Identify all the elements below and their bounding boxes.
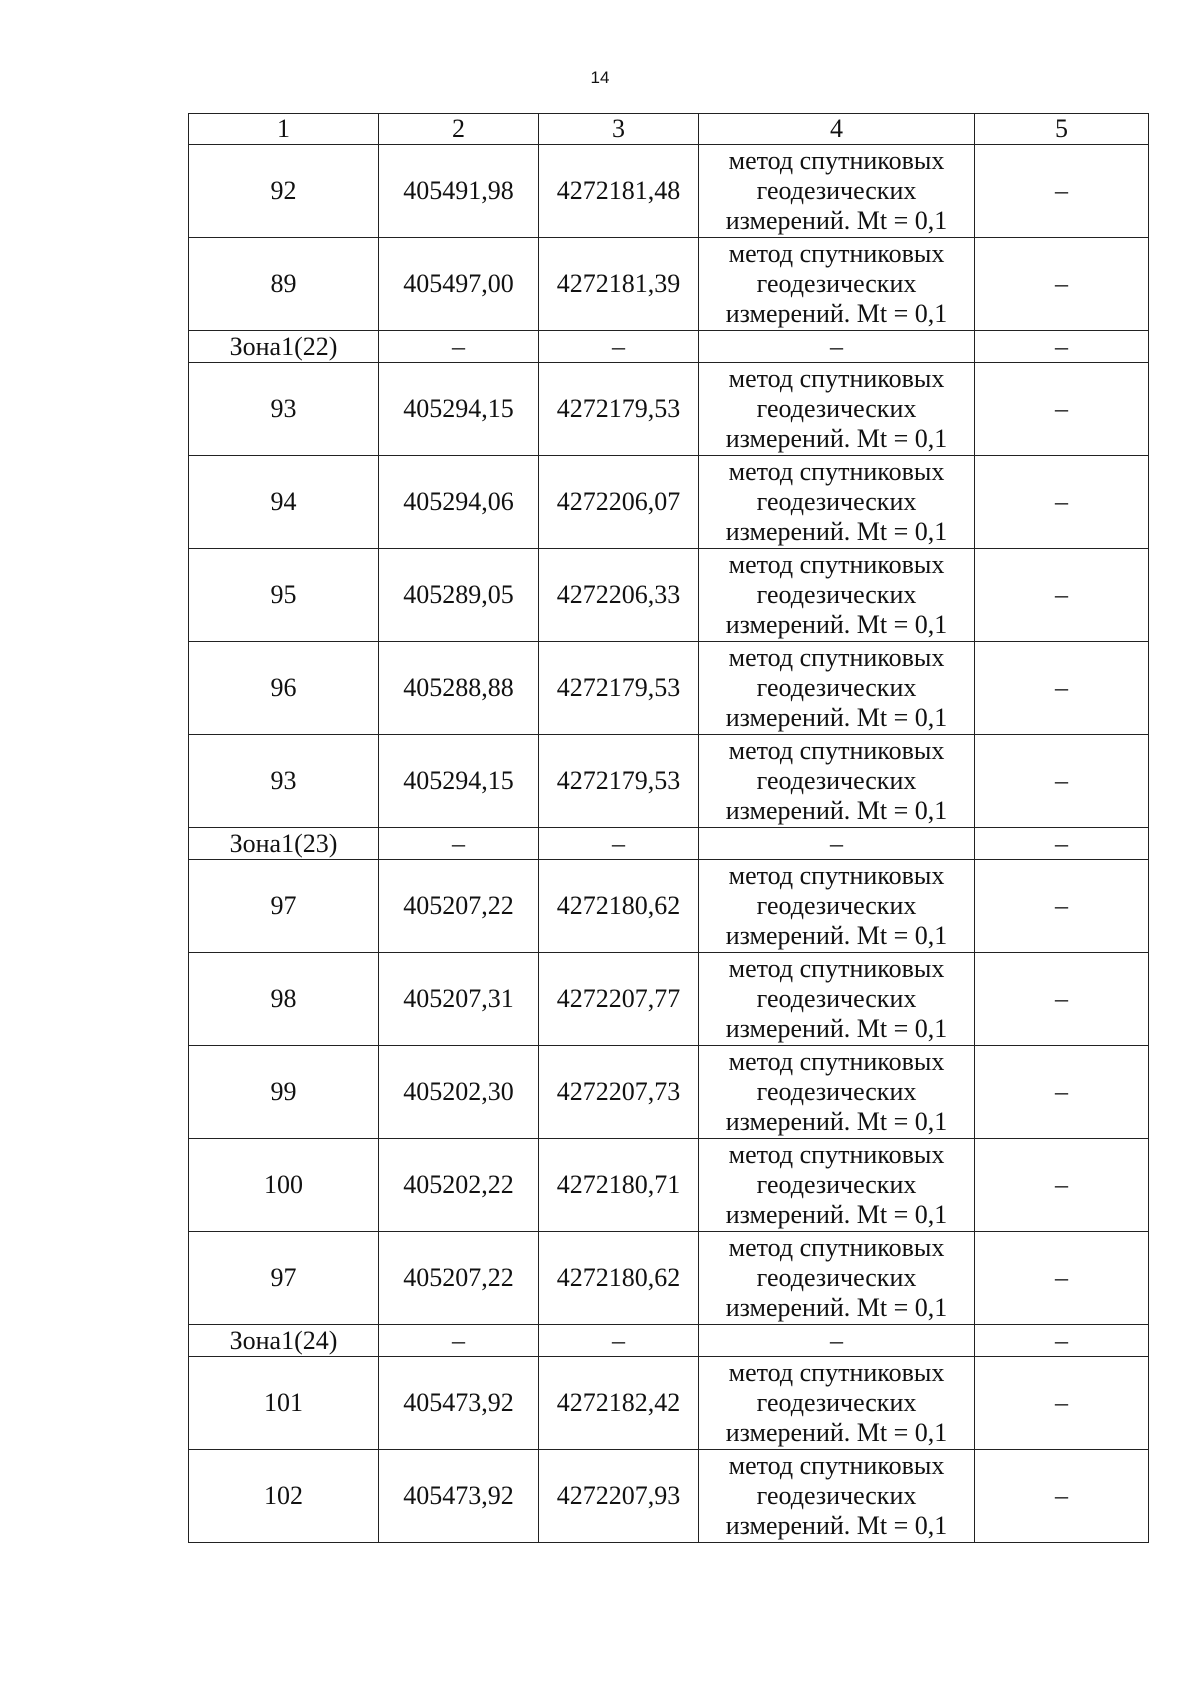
header-cell-5: 5 bbox=[975, 114, 1149, 145]
method-text-line: геодезических bbox=[756, 766, 917, 795]
table-row bbox=[189, 953, 1149, 1046]
coordinates-table bbox=[188, 113, 1149, 1543]
table-row bbox=[189, 1139, 1149, 1232]
y-coordinate-cell: 4272206,07 bbox=[539, 456, 699, 549]
method-cell bbox=[699, 642, 975, 735]
x-coordinate-cell: 405294,06 bbox=[379, 456, 539, 549]
y-coordinate-cell: 4272206,33 bbox=[539, 549, 699, 642]
y-coordinate-cell: 4272207,73 bbox=[539, 1046, 699, 1139]
method-text-line: метод спутниковых bbox=[728, 1047, 945, 1076]
method-text-line: геодезических bbox=[756, 891, 917, 920]
method-cell: – bbox=[699, 828, 975, 860]
table-row bbox=[189, 860, 1149, 953]
method-text-line: геодезических bbox=[756, 1481, 917, 1510]
y-coordinate-cell: – bbox=[539, 1325, 699, 1357]
description-cell: – bbox=[975, 331, 1149, 363]
method-text-line: измерений. Mt = 0,1 bbox=[725, 1200, 948, 1229]
table-row bbox=[189, 642, 1149, 735]
method-cell: – bbox=[699, 1325, 975, 1357]
x-coordinate-cell: 405207,22 bbox=[379, 860, 539, 953]
point-number-cell: 93 bbox=[189, 363, 379, 456]
method-text-line: измерений. Mt = 0,1 bbox=[725, 1014, 948, 1043]
method-cell bbox=[699, 1450, 975, 1543]
x-coordinate-cell: 405497,00 bbox=[379, 238, 539, 331]
point-number-cell: 89 bbox=[189, 238, 379, 331]
y-coordinate-cell: 4272181,48 bbox=[539, 145, 699, 238]
table-row bbox=[189, 1046, 1149, 1139]
method-text-line: измерений. Mt = 0,1 bbox=[725, 610, 948, 639]
description-cell: – bbox=[975, 953, 1149, 1046]
method-text-line: метод спутниковых bbox=[728, 643, 945, 672]
method-text-line: метод спутниковых bbox=[728, 457, 945, 486]
method-text-line: геодезических bbox=[756, 1170, 917, 1199]
x-coordinate-cell: 405294,15 bbox=[379, 363, 539, 456]
table-header-row bbox=[189, 114, 1149, 145]
table-row bbox=[189, 1450, 1149, 1543]
description-cell: – bbox=[975, 1450, 1149, 1543]
method-text-line: геодезических bbox=[756, 580, 917, 609]
point-number-cell: 97 bbox=[189, 1232, 379, 1325]
method-text-line: геодезических bbox=[756, 1077, 917, 1106]
y-coordinate-cell: 4272180,62 bbox=[539, 860, 699, 953]
method-text-line: измерений. Mt = 0,1 bbox=[725, 796, 948, 825]
zone-row bbox=[189, 1325, 1149, 1357]
method-text-line: измерений. Mt = 0,1 bbox=[725, 703, 948, 732]
x-coordinate-cell: – bbox=[379, 1325, 539, 1357]
description-cell: – bbox=[975, 1046, 1149, 1139]
description-cell: – bbox=[975, 456, 1149, 549]
method-text-line: измерений. Mt = 0,1 bbox=[725, 1511, 948, 1540]
point-number-cell: 100 bbox=[189, 1139, 379, 1232]
point-number-cell: 93 bbox=[189, 735, 379, 828]
page-number: 14 bbox=[590, 68, 610, 87]
point-number-cell: 95 bbox=[189, 549, 379, 642]
method-text-line: метод спутниковых bbox=[728, 861, 945, 890]
table-row bbox=[189, 145, 1149, 238]
x-coordinate-cell: 405288,88 bbox=[379, 642, 539, 735]
method-text-line: метод спутниковых bbox=[728, 1451, 945, 1480]
method-cell bbox=[699, 1139, 975, 1232]
method-cell bbox=[699, 953, 975, 1046]
y-coordinate-cell: 4272182,42 bbox=[539, 1357, 699, 1450]
method-text-line: измерений. Mt = 0,1 bbox=[725, 424, 948, 453]
point-number-cell: Зона1(23) bbox=[189, 828, 379, 860]
zone-row bbox=[189, 828, 1149, 860]
method-text-line: метод спутниковых bbox=[728, 954, 945, 983]
y-coordinate-cell: – bbox=[539, 828, 699, 860]
method-text-line: измерений. Mt = 0,1 bbox=[725, 299, 948, 328]
description-cell: – bbox=[975, 642, 1149, 735]
method-text-line: измерений. Mt = 0,1 bbox=[725, 1107, 948, 1136]
table-row bbox=[189, 363, 1149, 456]
point-number-cell: Зона1(24) bbox=[189, 1325, 379, 1357]
method-text-line: метод спутниковых bbox=[728, 1358, 945, 1387]
method-text-line: метод спутниковых bbox=[728, 1140, 945, 1169]
method-text-line: измерений. Mt = 0,1 bbox=[725, 1418, 948, 1447]
table-row bbox=[189, 238, 1149, 331]
y-coordinate-cell: 4272207,93 bbox=[539, 1450, 699, 1543]
x-coordinate-cell: 405473,92 bbox=[379, 1357, 539, 1450]
method-cell bbox=[699, 145, 975, 238]
method-text-line: метод спутниковых bbox=[728, 239, 945, 268]
description-cell: – bbox=[975, 1325, 1149, 1357]
y-coordinate-cell: 4272179,53 bbox=[539, 363, 699, 456]
method-cell bbox=[699, 456, 975, 549]
method-text-line: метод спутниковых bbox=[728, 146, 945, 175]
description-cell: – bbox=[975, 549, 1149, 642]
description-cell: – bbox=[975, 238, 1149, 331]
y-coordinate-cell: 4272207,77 bbox=[539, 953, 699, 1046]
x-coordinate-cell: 405202,30 bbox=[379, 1046, 539, 1139]
method-cell bbox=[699, 363, 975, 456]
method-cell: – bbox=[699, 331, 975, 363]
x-coordinate-cell: 405207,31 bbox=[379, 953, 539, 1046]
x-coordinate-cell: 405207,22 bbox=[379, 1232, 539, 1325]
method-cell bbox=[699, 1232, 975, 1325]
method-text-line: геодезических bbox=[756, 394, 917, 423]
method-cell bbox=[699, 1046, 975, 1139]
zone-row bbox=[189, 331, 1149, 363]
header-cell-2: 2 bbox=[379, 114, 539, 145]
point-number-cell: 94 bbox=[189, 456, 379, 549]
description-cell: – bbox=[975, 363, 1149, 456]
method-text-line: метод спутниковых bbox=[728, 550, 945, 579]
method-text-line: метод спутниковых bbox=[728, 364, 945, 393]
description-cell: – bbox=[975, 828, 1149, 860]
method-text-line: геодезических bbox=[756, 269, 917, 298]
description-cell: – bbox=[975, 860, 1149, 953]
method-cell bbox=[699, 735, 975, 828]
description-cell: – bbox=[975, 1357, 1149, 1450]
table-row bbox=[189, 549, 1149, 642]
table-row bbox=[189, 1232, 1149, 1325]
header-cell-1: 1 bbox=[189, 114, 379, 145]
y-coordinate-cell: – bbox=[539, 331, 699, 363]
table-row bbox=[189, 735, 1149, 828]
method-text-line: измерений. Mt = 0,1 bbox=[725, 921, 948, 950]
description-cell: – bbox=[975, 1139, 1149, 1232]
x-coordinate-cell: – bbox=[379, 828, 539, 860]
method-cell bbox=[699, 238, 975, 331]
x-coordinate-cell: 405473,92 bbox=[379, 1450, 539, 1543]
x-coordinate-cell: 405491,98 bbox=[379, 145, 539, 238]
method-text-line: геодезических bbox=[756, 1263, 917, 1292]
table-row bbox=[189, 1357, 1149, 1450]
method-text-line: геодезических bbox=[756, 487, 917, 516]
method-text-line: геодезических bbox=[756, 673, 917, 702]
header-cell-3: 3 bbox=[539, 114, 699, 145]
point-number-cell: 97 bbox=[189, 860, 379, 953]
table-row bbox=[189, 456, 1149, 549]
method-text-line: измерений. Mt = 0,1 bbox=[725, 206, 948, 235]
point-number-cell: Зона1(22) bbox=[189, 331, 379, 363]
method-text-line: метод спутниковых bbox=[728, 736, 945, 765]
y-coordinate-cell: 4272181,39 bbox=[539, 238, 699, 331]
y-coordinate-cell: 4272179,53 bbox=[539, 642, 699, 735]
point-number-cell: 96 bbox=[189, 642, 379, 735]
method-cell bbox=[699, 1357, 975, 1450]
y-coordinate-cell: 4272180,71 bbox=[539, 1139, 699, 1232]
x-coordinate-cell: 405294,15 bbox=[379, 735, 539, 828]
y-coordinate-cell: 4272179,53 bbox=[539, 735, 699, 828]
description-cell: – bbox=[975, 145, 1149, 238]
point-number-cell: 101 bbox=[189, 1357, 379, 1450]
point-number-cell: 92 bbox=[189, 145, 379, 238]
point-number-cell: 102 bbox=[189, 1450, 379, 1543]
description-cell: – bbox=[975, 735, 1149, 828]
method-cell bbox=[699, 860, 975, 953]
method-text-line: измерений. Mt = 0,1 bbox=[725, 517, 948, 546]
method-text-line: метод спутниковых bbox=[728, 1233, 945, 1262]
method-cell bbox=[699, 549, 975, 642]
description-cell: – bbox=[975, 1232, 1149, 1325]
method-text-line: геодезических bbox=[756, 984, 917, 1013]
x-coordinate-cell: 405289,05 bbox=[379, 549, 539, 642]
method-text-line: измерений. Mt = 0,1 bbox=[725, 1293, 948, 1322]
x-coordinate-cell: – bbox=[379, 331, 539, 363]
x-coordinate-cell: 405202,22 bbox=[379, 1139, 539, 1232]
method-text-line: геодезических bbox=[756, 176, 917, 205]
y-coordinate-cell: 4272180,62 bbox=[539, 1232, 699, 1325]
point-number-cell: 99 bbox=[189, 1046, 379, 1139]
header-cell-4: 4 bbox=[699, 114, 975, 145]
point-number-cell: 98 bbox=[189, 953, 379, 1046]
method-text-line: геодезических bbox=[756, 1388, 917, 1417]
